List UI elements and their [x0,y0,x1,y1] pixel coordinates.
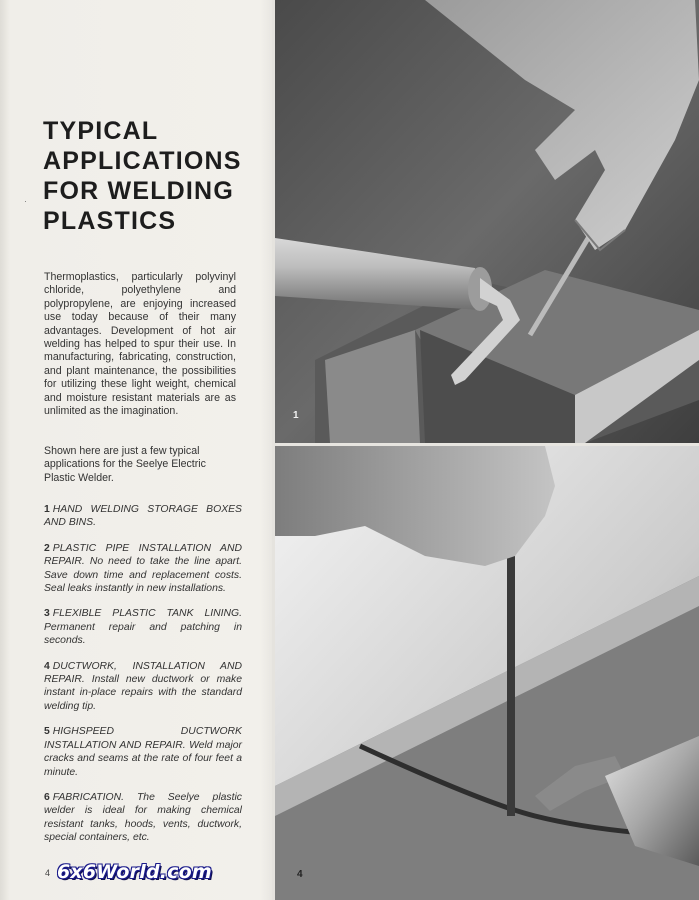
application-item [44,542,242,596]
page-title [43,116,273,236]
application-number: 5 [44,726,50,738]
photo-number-label: 1 [293,410,299,421]
application-text: DUCTWORK, INSTALLATION AND REPAIR. Install new ductwork or make instant in-place repairs with the standard welding tip. [44,660,242,712]
application-number: 1 [44,504,50,515]
application-number: 6 [44,791,50,803]
application-item [44,791,242,845]
application-item [44,660,242,714]
application-text: HAND WELDING STORAGE BOXES AND BINS. [44,504,242,529]
application-item [44,503,242,530]
page-number: 4 [45,868,51,878]
application-text: FLEXIBLE PLASTIC TANK LINING. Permanent repair and patching in seconds. [44,608,242,647]
application-text: HIGHSPEED DUCTWORK INSTALLATION AND REPAIR. Weld major cracks and seams at the rate of four feet a minute. [44,726,242,778]
title-line: FOR WELDING [43,177,234,205]
stray-mark: · [24,196,27,206]
intro-paragraph: Thermoplastics, particularly polyvinyl chloride, polyethylene and polypropylene, are enjoying increased use today because of their many advantages. Development of hot air welding has helped to spur their use. In manufacturing, fabricating, construction, and plant maintenance, the possibilities for utilizing these light weight, chemical and moisture resistant materials are as unlimited as the imagination. [44,271,236,418]
photo-number-label: 4 [297,869,303,880]
photo-2-illustration [275,446,699,900]
photo-ductwork-welding [275,446,699,900]
watermark-logo: 6x6World.com [57,861,212,883]
application-text: FABRICATION. The Seelye plastic welder is ideal for making chemical resistant tanks, hoods, vents, ductwork, special containers, etc. [44,791,242,844]
application-item [44,607,242,647]
title-line: APPLICATIONS [43,147,242,175]
photo-1-illustration [275,0,699,443]
text-column [0,0,274,900]
photo-welding-storage-box [275,0,699,443]
application-item [44,725,242,779]
application-number: 2 [44,542,50,554]
title-line: PLASTICS [43,207,177,235]
application-number: 4 [44,660,50,672]
shown-here-paragraph: Shown here are just a few typical applications for the Seelye Electric Plastic Welder. [44,445,206,484]
application-text: PLASTIC PIPE INSTALLATION AND REPAIR. No need to take the line apart. Save down time and replacement costs. Seal leaks instantly in new installations. [44,542,242,595]
title-line: TYPICAL [43,117,159,145]
application-number: 3 [44,608,50,620]
applications-list [44,503,242,857]
